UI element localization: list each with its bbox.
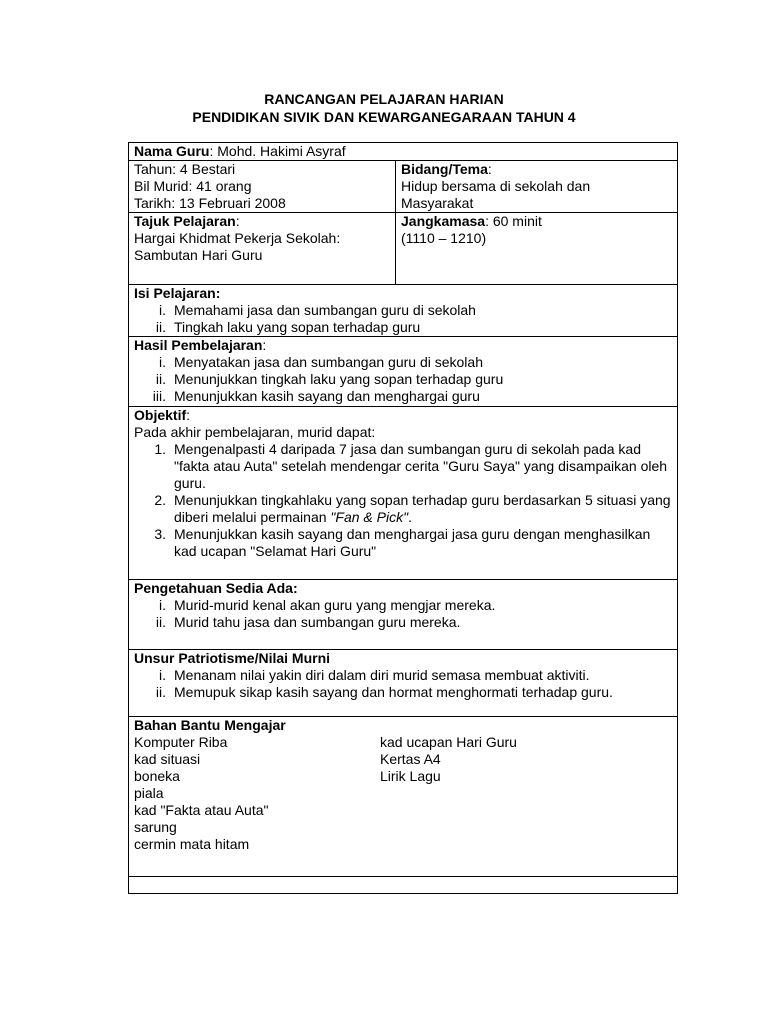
topic-cell: Tajuk Pelajaran: Hargai Khidmat Pekerja Sekolah: Sambutan Hari Guru	[129, 213, 396, 285]
material-item: Komputer Riba	[134, 734, 228, 750]
prior-knowledge-label: Pengetahuan Sedia Ada:	[134, 580, 298, 596]
material-item: cermin mata hitam	[134, 836, 250, 852]
prior-knowledge-row	[129, 580, 678, 650]
list-item: i. Menyatakan jasa dan sumbangan guru di sekolah	[159, 354, 483, 370]
outcomes-row: Hasil Pembelajaran: i. Menyatakan jasa dan sumbangan guru di sekolah ii. Menunjukkan tingkah laku yang sopan terhadap guru iii. Menunjukkan kasih sayang dan menghargai guru	[129, 337, 678, 407]
duration-value: : 60 minit	[485, 213, 542, 229]
materials-left	[134, 734, 380, 853]
duration-label: Jangkamasa	[401, 213, 486, 229]
outcomes-label: Hasil Pembelajaran	[134, 337, 263, 353]
materials-label: Bahan Bantu Mengajar	[134, 717, 286, 733]
student-count: Bil Murid: 41 orang	[134, 178, 252, 194]
list-item: ii. Tingkah laku yang sopan terhadap guru	[155, 319, 421, 335]
theme-label: Bidang/Tema	[401, 161, 488, 177]
materials-row	[129, 717, 678, 877]
topic-line1: Hargai Khidmat Pekerja Sekolah:	[134, 230, 341, 246]
teacher-value: : Mohd. Hakimi Asyraf	[209, 143, 346, 159]
duration-time: (1110 – 1210)	[401, 230, 487, 246]
objectives-intro: Pada akhir pembelajaran, murid dapat:	[134, 424, 376, 440]
document-title: RANCANGAN PELAJARAN HARIAN	[264, 91, 504, 107]
objectives-row: Objektif: Pada akhir pembelajaran, murid dapat: 1. Mengenalpasti 4 daripada 7 jasa dan sumbangan guru di sekolah pada kad "fakta atau Auta" setelah mendengar cerita "Guru Saya" yang disampaikan oleh guru. 2. Menunjukkan tingkahlaku yang sopan terhadap guru berdasarkan 5 situasi yang diberi melalui permainan "Fan & Pick". 3. Menunjukkan kasih sayang dan menghargai jasa guru dengan menghasilkan kad ucapan "Selamat Hari Guru"	[129, 407, 678, 580]
material-item: kad situasi	[134, 751, 201, 767]
list-item: 1. Mengenalpasti 4 daripada 7 jasa dan sumbangan guru di sekolah pada kad "fakta atau Auta" setelah mendengar cerita "Guru Saya" yang disampaikan oleh guru.	[154, 441, 668, 491]
values-row	[129, 650, 678, 717]
list-item: 3. Menunjukkan kasih sayang dan menghargai jasa guru dengan menghasilkan kad ucapan "Selamat Hari Guru"	[154, 526, 651, 559]
material-item: kad ucapan Hari Guru	[380, 734, 517, 750]
class-year: Tahun: 4 Bestari	[134, 161, 236, 177]
material-item: sarung	[134, 819, 177, 835]
list-item: i. Menanam nilai yakin diri dalam diri murid semasa membuat aktiviti.	[159, 667, 590, 683]
list-item: ii. Murid tahu jasa dan sumbangan guru mereka.	[155, 614, 461, 630]
material-item: boneka	[134, 768, 180, 784]
topic-row	[129, 213, 678, 285]
document-subtitle: PENDIDIKAN SIVIK DAN KEWARGANEGARAAN TAHUN 4	[192, 109, 576, 125]
values-label: Unsur Patriotisme/Nilai Murni	[134, 650, 331, 666]
material-item: Kertas A4	[380, 751, 441, 767]
teacher-label: Nama Guru	[134, 143, 210, 159]
content-label: Isi Pelajaran:	[134, 285, 221, 301]
objectives-label: Objektif	[134, 407, 187, 423]
class-info-cell	[129, 161, 396, 213]
theme-line1: Hidup bersama di sekolah dan	[401, 178, 591, 194]
materials-right	[380, 734, 517, 853]
list-item: iii. Menunjukkan kasih sayang dan menghargai guru	[152, 388, 480, 404]
theme-line2: Masyarakat	[401, 195, 474, 211]
duration-cell	[396, 213, 678, 285]
topic-line2: Sambutan Hari Guru	[134, 247, 263, 263]
content-row	[129, 285, 678, 337]
list-item: ii. Memupuk sikap kasih sayang dan hormat menghormati terhadap guru.	[155, 684, 613, 700]
lesson-plan-table	[128, 142, 678, 894]
list-item: ii. Menunjukkan tingkah laku yang sopan terhadap guru	[155, 371, 504, 387]
list-item: i. Murid-murid kenal akan guru yang mengjar mereka.	[159, 597, 496, 613]
list-item: i. Memahami jasa dan sumbangan guru di sekolah	[159, 302, 476, 318]
info-row	[129, 161, 678, 213]
material-item: kad "Fakta atau Auta"	[134, 802, 269, 818]
topic-label: Tajuk Pelajaran	[134, 213, 236, 229]
material-item: Lirik Lagu	[380, 768, 441, 784]
empty-row	[129, 877, 678, 894]
teacher-row	[129, 143, 678, 161]
list-item: 2. Menunjukkan tingkahlaku yang sopan terhadap guru berdasarkan 5 situasi yang diberi melalui permainan "Fan & Pick".	[154, 492, 671, 525]
lesson-date: Tarikh: 13 Februari 2008	[134, 195, 286, 211]
theme-cell: Bidang/Tema: Hidup bersama di sekolah dan Masyarakat	[396, 161, 678, 213]
material-item: piala	[134, 785, 164, 801]
